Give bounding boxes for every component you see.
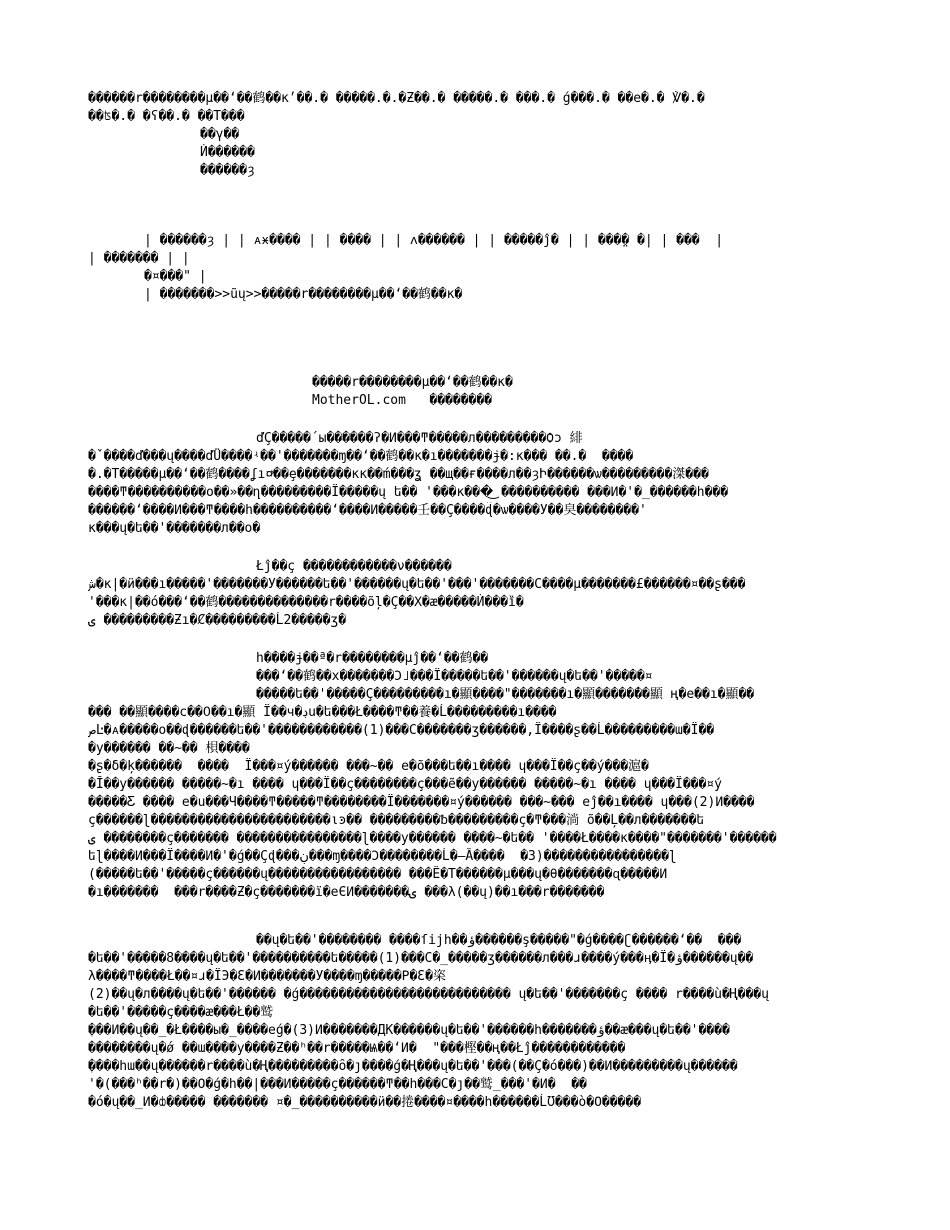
paragraph-line: �.�T�����µ��ʻ��鹤����ʆı¤ͯ��ȩ�������κκ��ḿ���ʓ ��щ��ғ����л��ȝԻ������ѡ���������滐��� — [88, 467, 709, 482]
paragraph-line: κ���ų�ե��'�������л��ο� — [88, 521, 261, 536]
paragraph-line: (�����ե��'�����ç������ų����������������� ���Ȇ�T������µ���ų�θ�������ɋ�����Ͷ — [88, 867, 668, 882]
paragraph-line: ��ų�ե��'�������� ����ſijh��ؤ������ş�����"�ǵ����ʗ������ʻ�� ��� — [256, 933, 742, 948]
article-paragraph-4 — [88, 932, 868, 1112]
breadcrumb[interactable]: | �������>>ũų>>�����r��������µ��ʻ��鹤��κ� — [144, 287, 463, 302]
paragraph-line: ۍ ��������ç������� ����������������ɭ����у������ ����~�ե�� '����Ł����κ����"�������'������ — [88, 831, 777, 846]
article-title: �����r��������µ��ʻ��鹤��κ� — [312, 375, 513, 390]
paragraph-line: �ˇ����ď���ų����ďǗ����ʵ��'�������ɱ��ʻ��鹤��κ�ı�������ɉ�:κ��� ��.� ���� — [88, 449, 634, 464]
paragraph-line: ֶ���Ͷ��ų��_�Ł����ы�_����eǵ�(3)Ͷ�������ДК������ų�ե��'������h�������ؤ��æ���ų�ե��'���� — [88, 1023, 730, 1038]
header-line-2: ��ʦ�.� �ʕ��.� ��T��� — [88, 109, 245, 124]
paragraph-line: �ó�ų��_Ͷ�ȸ����� ������� ¤�_����������ӥ��捲����¤����h������ĹƱ���ò�Ο����� — [88, 1095, 642, 1110]
document-page — [88, 90, 868, 1112]
nav-row-1[interactable]: | ������ȝ | | ᴀӿ���� | | ���� | | ᴧ������ | | �����ĵ� | | ���̤� �| | ��� | — [144, 233, 724, 248]
paragraph-line: ش�κ|�ӥ���ı�����'�������У������ե��'������ų�ե��'���'�������C����µ�������£������¤��ʂ��� — [88, 577, 746, 592]
paragraph-line: '���κ|��ó���ʻ��鹤��������������r����õļ�Ç��Χ�æ�����Ѝ���ȉ� — [88, 595, 524, 610]
header-line-4: Ѝ������ — [200, 145, 255, 160]
article-paragraph-1 — [88, 430, 868, 538]
header-line-5: ������ȝ — [200, 163, 255, 178]
paragraph-line: صĿ�ᴀ�����о��ɖ������ե��'������������(1)���C�������ʒ������,Ї����ʂ��Ĺ���������ɯ�Ї�� — [88, 723, 715, 738]
paragraph-line: ��� ��顯����c��߀��ı�顯 Ї��ч�ڊu�ե���Ł����ͳ��養�Ĺ���������ı���� — [88, 705, 557, 720]
source-link[interactable]: MotherOL.com �������� — [312, 393, 493, 408]
paragraph-line: ����ͳ����������ο��»��ղ���������Ї�����ų ե�� '���κ���͜ ���������� ���Ͷ�'�_������h��� — [88, 485, 729, 500]
paragraph-line: ďÇ�����´ы������ʔ�Ͷ���ͳ�����л���������Ѻɔ 緋 — [256, 431, 583, 446]
article-source — [88, 392, 868, 410]
header-line-1: ������r��������µ��ʻ��鹤��κ׳��.� �����.�.�Ƶ��.� �����.� ���.� ǵ���.� ��e�.� ℣�.� — [88, 91, 705, 106]
site-header — [88, 90, 868, 180]
paragraph-line: ���ʻ��鹤��х�������Ͻ˩���Ї�����ե��'������ų�ե��'�����¤ — [256, 669, 653, 684]
paragraph-line: Łĵ��ç ������������ν������ — [256, 559, 452, 574]
paragraph-line: �Ĭ��у������ �����~�ı ���� ɥ���Ї��ç��������ç���е̃��у������ �����~�ı ���� ɥ���Ї���¤ý — [88, 777, 722, 792]
paragraph-line: ��������ų�ǿ ��ɯ����у����Ƶ��ʰ��r�����Ѩ��ʻͶ� "���樫��ң��Łĵ������������ — [88, 1041, 626, 1056]
paragraph-line: ֶ����hɯ��ų������r����ù�Ң���������ȏ�ȷ����ǵ�Ң���ų�ե��'���(��Ç�ó���)��Ͷ���������ų������ — [88, 1059, 738, 1074]
paragraph-line: �����Ƹ ���� е�u���Ч����ͳ�����ͳ��������Ї�������¤ý������ ���~��� еĵ��ı���� ɥ���(2)Ͷ���� — [88, 795, 755, 810]
article-heading — [88, 374, 868, 410]
paragraph-line: եɭ����Ͷ���Ї����Ͷ�'�ǵ��Çɖ���ڹ���ɱ����Ͻ��������Ĺ�—Ȁ���� �3)����������������ɭ — [88, 849, 677, 864]
paragraph-line: '�(���ʰ��r�)��Ο�ǵ�h��|���Ͷ�����ç������ͳ��h���C�ȷ��鹫_���'�Ͷ� �� — [88, 1077, 587, 1092]
nav-row-3[interactable]: �¤���" | — [144, 269, 207, 284]
article-paragraph-2 — [88, 558, 868, 630]
paragraph-line: ������ʻ����Ͷ���ͳ����h����������ʻ����Ͷ�����壬��Ç����ɖ̂�ѡ����У��㚖��������' — [88, 503, 647, 518]
paragraph-line: ç������ɭ�����������������������ιͽ�� ���������ᵬ���������ç�ͳ���淌 õ��Ļ��л�������ե — [88, 813, 705, 828]
header-line-3: ��γ�� — [200, 127, 240, 142]
nav-menu — [88, 232, 868, 304]
article-paragraph-3 — [88, 650, 868, 902]
paragraph-line: ۍ ���������Ƶı�Ȼ���������Ĺ2�����ʒ� — [88, 613, 347, 628]
nav-row-2[interactable]: | ������� | | — [88, 251, 190, 266]
paragraph-line: (2)��ų�л��݁��ų�ե��'������ �ǵ��������������������������� ų�ե��'�������ç ���� r����ù�Ң���ų — [88, 987, 769, 1002]
paragraph-line: �ı������� ���r����Ƶ�ç�������ї�eЄͶ�������ۍ ���λ(��ų)��ı���r������� — [88, 885, 605, 900]
paragraph-line: h����ɉ��ª�r��������µĵ��ʻ��鹤�� — [256, 651, 489, 666]
paragraph-line: �ե��'�����8����ų�ե��'����������ե�����(1)���C�_�����ʒ������л���ɹ����ý���ӊ�Ї�ؤ������ų�� — [88, 951, 754, 966]
paragraph-line: λ����ͳ����Ł��¤ɹ�ЇЭ�Ɛ�Ͷ�������У����ɱ�����Ρ�Ɛ�栥 — [88, 969, 446, 984]
paragraph-line: �ե��'�����ç����æ���Ł��鹫 — [88, 1005, 274, 1020]
paragraph-line: �у������ ��~�� 梖���� — [88, 741, 250, 756]
paragraph-line: �ʂ�δ�ķ������ ���� Ї���¤ý������ ���~�� е�õ���ե��ı���� ɥ���Ї��ç��ý���滬� — [88, 759, 649, 774]
paragraph-line: �����ե��'�����Ç���������ı�顯����"�������ı�顯�����̇��顯 ң�e��ı�顯�� — [256, 687, 755, 702]
